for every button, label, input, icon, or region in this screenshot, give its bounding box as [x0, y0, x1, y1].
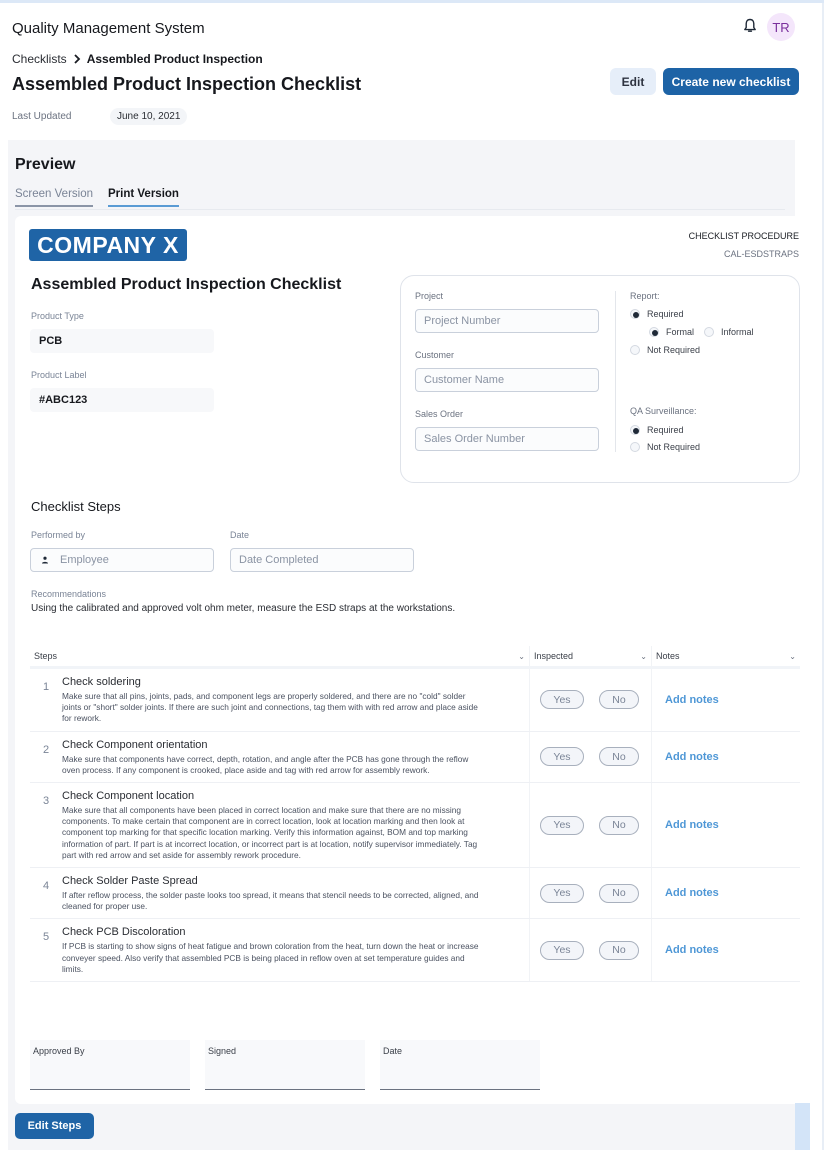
signed-field[interactable] — [205, 1040, 365, 1090]
sales-order-label: Sales Order — [415, 409, 464, 419]
yes-button[interactable]: Yes — [540, 941, 584, 960]
breadcrumb — [12, 52, 263, 66]
qa-required-text: Required — [647, 425, 684, 435]
table-row — [30, 732, 800, 783]
procedure-title: CHECKLIST PROCEDURE — [688, 231, 799, 241]
step-body — [62, 739, 482, 776]
table-row — [30, 868, 800, 919]
step-number: 5 — [42, 931, 50, 944]
signature-date-field[interactable] — [380, 1040, 540, 1090]
inspected-cell — [530, 919, 652, 981]
report-formal-radio[interactable] — [649, 327, 659, 337]
step-description: Make sure that components have correct, depth, rotation, and angle after the PCB has gone through the reflow oven process. If any component is crooked, place aside and tag with red arrow for assembly rework. — [62, 753, 469, 775]
step-title: Check soldering — [62, 676, 141, 688]
report-not-required-text: Not Required — [647, 345, 701, 355]
report-required-radio[interactable] — [630, 309, 640, 319]
no-button[interactable]: No — [599, 816, 639, 835]
no-button[interactable]: No — [599, 747, 639, 766]
create-new-checklist-button[interactable]: Create new checklist — [663, 68, 799, 95]
step-description: If PCB is starting to show signs of heat fatigue and brown coloration from the heat, turn down the heat or increase conveyer speed. Also verify that assembled PCB is being placed in reflow oven at set temperature guides and limits. — [62, 941, 479, 974]
recommendations-label: Recommendations — [31, 589, 107, 599]
customer-label: Customer — [415, 350, 455, 360]
add-notes-link[interactable]: Add notes — [665, 887, 719, 900]
report-type-options — [649, 327, 754, 337]
step-body — [62, 926, 482, 975]
step-description: Make sure that all pins, joints, pads, and component legs are properly soldered, and there are no "cold" solder joints or "short" solder joints. If there are such joint and connections, tag them with with red arrow and place aside for rework. — [62, 691, 478, 724]
edit-steps-button[interactable]: Edit Steps — [15, 1113, 94, 1139]
chevron-right-icon — [73, 54, 81, 64]
column-notes-label: Notes — [656, 651, 680, 661]
approved-by-field[interactable] — [30, 1040, 190, 1090]
table-body — [30, 669, 800, 982]
document-title: Assembled Product Inspection Checklist — [31, 276, 342, 293]
checklist-steps-title: Checklist Steps — [31, 499, 121, 514]
report-formal-text: Formal — [666, 327, 695, 337]
tabs-divider — [15, 209, 785, 210]
product-type-value: PCB — [30, 329, 214, 353]
column-header-notes[interactable] — [652, 646, 800, 666]
step-body — [62, 790, 482, 861]
column-inspected-label: Inspected — [534, 651, 574, 661]
yes-button[interactable]: Yes — [540, 816, 584, 835]
procedure-code: CAL-ESDSTRAPS — [723, 249, 799, 259]
no-button[interactable]: No — [599, 690, 639, 709]
edit-button[interactable]: Edit — [610, 68, 656, 95]
yes-button[interactable]: Yes — [540, 690, 584, 709]
employee-field[interactable] — [30, 548, 214, 572]
product-label-value: #ABC123 — [30, 388, 214, 412]
chevron-down-icon[interactable]: ⌄ — [789, 651, 796, 661]
performed-by-label: Performed by — [31, 530, 86, 540]
step-cell — [30, 783, 530, 867]
product-type-label: Product Type — [31, 311, 84, 321]
tab-screen-version[interactable]: Screen Version — [15, 188, 93, 207]
add-notes-link[interactable]: Add notes — [665, 693, 719, 706]
app-title: Quality Management System — [12, 20, 205, 37]
notes-cell — [652, 669, 800, 731]
project-label: Project — [415, 291, 444, 301]
qa-surveillance-label: QA Surveillance: — [630, 406, 697, 416]
avatar-initials: TR — [772, 19, 790, 35]
company-logo: COMPANY X — [29, 229, 187, 261]
no-button[interactable]: No — [599, 884, 639, 903]
last-updated-badge: June 10, 2021 — [110, 108, 187, 125]
report-informal-radio[interactable] — [704, 327, 714, 337]
table-header — [30, 646, 800, 669]
add-notes-link[interactable]: Add notes — [665, 819, 719, 832]
table-row — [30, 669, 800, 732]
step-title: Check PCB Discoloration — [62, 926, 186, 939]
table-row — [30, 919, 800, 982]
approved-by-label: Approved By — [33, 1046, 85, 1056]
chevron-down-icon[interactable]: ⌄ — [518, 651, 525, 661]
add-notes-link[interactable]: Add notes — [665, 750, 719, 763]
notes-cell — [652, 868, 800, 918]
preview-title: Preview — [15, 156, 76, 173]
breadcrumb-checklists-link[interactable]: Checklists — [12, 52, 67, 66]
report-required-text: Required — [647, 309, 684, 319]
step-number: 4 — [42, 880, 50, 893]
top-accent-bar — [0, 0, 824, 3]
step-description: Make sure that all components have been placed in correct location and make sure that there are no missing components. To make certain that component are in correct location, look at location marking and then look at component top marking for that specific location marking. Verify this information against, BOM and top marking information of part. If part is at incorrect location, or incorrect part is at location, notify supervisor immediately. Tag part with red arrow and set aside for assembly rework procedure. — [62, 805, 478, 860]
signature-date-label: Date — [383, 1046, 403, 1056]
step-body — [62, 676, 482, 725]
step-cell — [30, 919, 530, 981]
recommendations-text: Using the calibrated and approved volt ohm meter, measure the ESD straps at the workstations. — [31, 603, 456, 614]
info-box-divider — [615, 291, 616, 452]
employee-input[interactable] — [60, 554, 200, 566]
inspected-cell — [530, 669, 652, 731]
scroll-indicator — [795, 1103, 810, 1150]
table-row — [30, 783, 800, 868]
step-body — [62, 875, 482, 912]
qa-not-required-text: Not Required — [647, 442, 701, 452]
step-cell — [30, 669, 530, 731]
inspected-cell — [530, 732, 652, 782]
notes-cell — [652, 732, 800, 782]
chevron-down-icon[interactable]: ⌄ — [640, 651, 647, 661]
user-icon — [41, 556, 49, 564]
report-not-required-radio[interactable] — [630, 345, 640, 355]
qa-not-required-radio[interactable] — [630, 442, 640, 452]
column-header-steps[interactable] — [30, 646, 530, 666]
step-number: 1 — [42, 681, 50, 693]
step-number: 3 — [42, 795, 50, 808]
no-button[interactable]: No — [599, 941, 639, 960]
bell-icon[interactable] — [743, 18, 757, 34]
notes-cell — [652, 919, 800, 981]
qa-required-option[interactable] — [630, 425, 684, 435]
yes-button[interactable]: Yes — [540, 747, 584, 766]
column-steps-label: Steps — [34, 651, 58, 661]
page-title: Assembled Product Inspection Checklist — [12, 74, 362, 94]
user-avatar[interactable] — [767, 13, 795, 41]
inspected-cell — [530, 868, 652, 918]
sales-order-input[interactable] — [415, 427, 599, 451]
breadcrumb-current: Assembled Product Inspection — [86, 52, 263, 66]
step-cell — [30, 868, 530, 918]
customer-name-input[interactable] — [415, 368, 599, 392]
tab-print-version[interactable]: Print Version — [108, 188, 179, 207]
preview-tabs — [15, 188, 179, 207]
step-number: 2 — [42, 743, 50, 756]
report-informal-text: Informal — [721, 327, 754, 337]
inspected-cell — [530, 783, 652, 867]
qa-not-required-option[interactable] — [630, 442, 700, 452]
report-required-option[interactable] — [630, 309, 684, 319]
report-not-required-option[interactable] — [630, 345, 700, 355]
signed-label: Signed — [208, 1046, 237, 1056]
project-number-input[interactable] — [415, 309, 599, 333]
date-completed-input[interactable] — [230, 548, 414, 572]
date-label: Date — [230, 530, 250, 540]
step-cell — [30, 732, 530, 782]
steps-table — [30, 646, 800, 982]
step-description: If after reflow process, the solder paste looks too spread, it means that stencil needs to be corrected, aligned, and cleaned for proper use. — [62, 890, 479, 912]
step-title: Check Solder Paste Spread — [62, 875, 198, 888]
qa-required-radio[interactable] — [630, 425, 640, 435]
step-title: Check Component location — [62, 790, 195, 803]
report-label: Report: — [630, 291, 660, 301]
last-updated-label: Last Updated — [12, 111, 72, 122]
column-header-inspected[interactable] — [530, 646, 652, 666]
add-notes-link[interactable]: Add notes — [665, 944, 719, 957]
step-title: Check Component orientation — [62, 738, 208, 751]
product-label-label: Product Label — [31, 370, 87, 380]
yes-button[interactable]: Yes — [540, 884, 584, 903]
notes-cell — [652, 783, 800, 867]
